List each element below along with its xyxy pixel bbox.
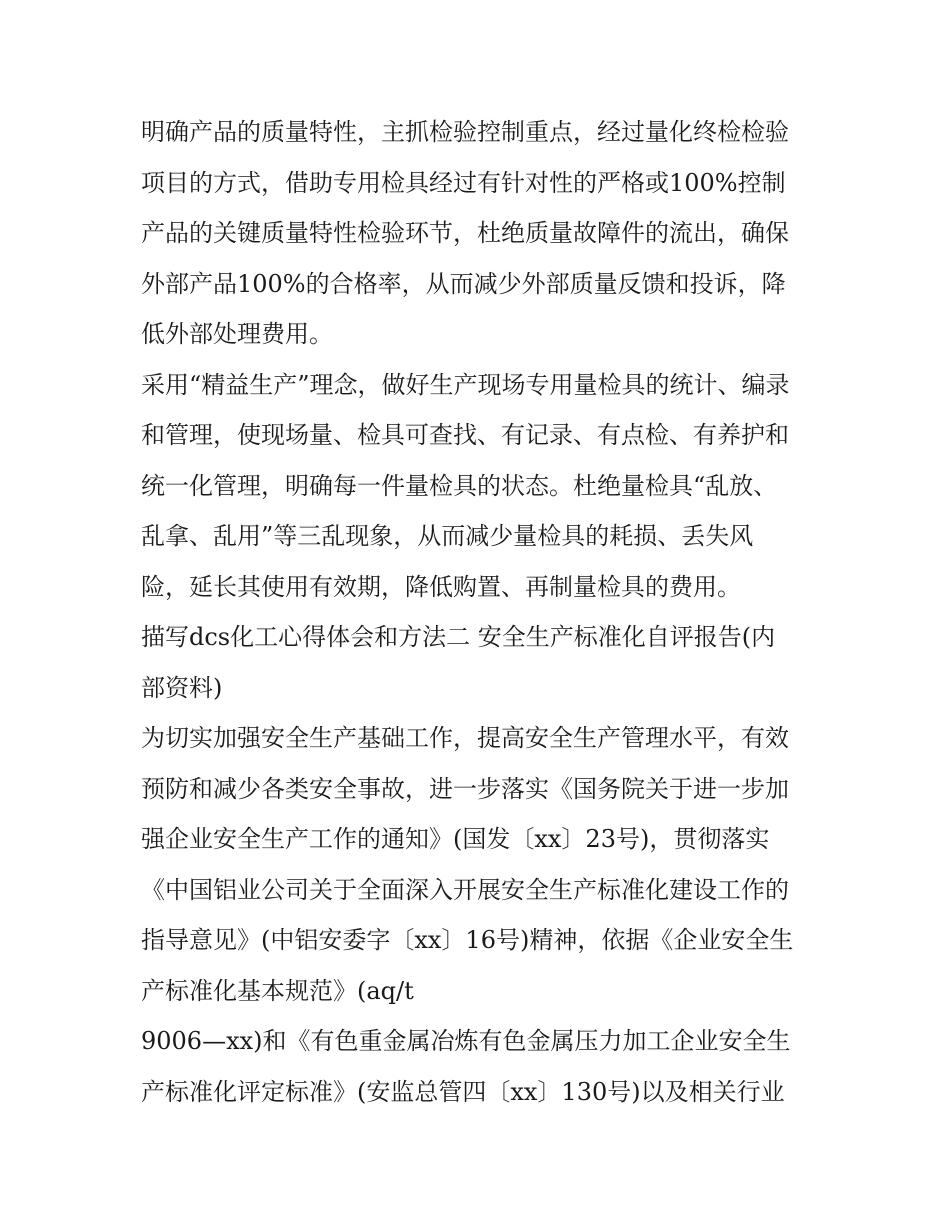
text-line: 低外部处理费用。: [141, 320, 333, 348]
section-heading-line: 描写dcs化工心得体会和方法二 安全生产标准化自评报告(内: [141, 623, 776, 651]
text-line: 产标准化基本规范》(aq/t: [141, 976, 414, 1005]
text-line: 明确产品的质量特性，主抓检验控制重点，经过量化终检检验: [141, 118, 789, 146]
text-line: 采用“精益生产”理念，做好生产现场专用量检具的统计、编录: [141, 370, 790, 399]
section-heading-line: 部资料): [141, 673, 223, 702]
text-line: 为切实加强安全生产基础工作，提高安全生产管理水平，有效: [141, 724, 789, 752]
text-line: 预防和减少各类安全事故，进一步落实《国务院关于进一步加: [141, 774, 789, 803]
text-line: 外部产品100%的合格率，从而减少外部质量反馈和投诉，降: [141, 269, 786, 298]
text-line: 强企业安全生产工作的通知》(国发〔xx〕23号)，贯彻落实: [141, 825, 770, 853]
text-line: 和管理，使现场量、检具可查找、有记录、有点检、有养护和: [141, 421, 789, 449]
text-line: 项目的方式，借助专用检具经过有针对性的严格或100%控制: [141, 168, 786, 197]
text-line: 统一化管理，明确每一件量检具的状态。杜绝量检具“乱放、: [141, 471, 778, 500]
text-line: 9006—xx)和《有色重金属冶炼有色金属压力加工企业安全生: [141, 1027, 791, 1055]
text-line: 险，延长其使用有效期，降低购置、再制量检具的费用。: [141, 572, 741, 601]
body-text: [141, 110, 821, 1120]
text-line: 产标准化评定标准》(安监总管四〔xx〕130号)以及相关行业: [141, 1077, 785, 1106]
text-line: 《中国铝业公司关于全面深入开展安全生产标准化建设工作的: [141, 875, 789, 904]
text-line: 产品的关键质量特性检验环节，杜绝质量故障件的流出，确保: [141, 219, 789, 247]
text-line: 乱拿、乱用”等三乱现象，从而减少量检具的耗损、丢失风: [141, 522, 754, 550]
text-line: 指导意见》(中铝安委字〔xx〕16号)精神，依据《企业安全生: [141, 926, 794, 954]
